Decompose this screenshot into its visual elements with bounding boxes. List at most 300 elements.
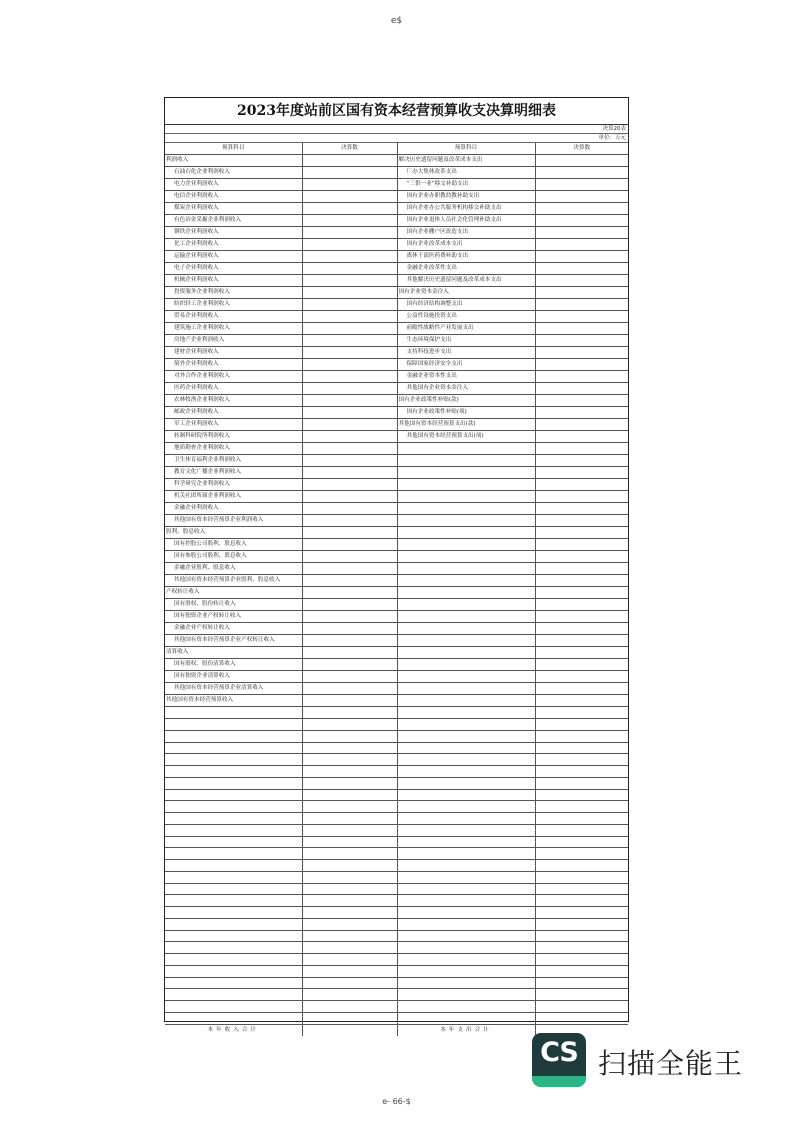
income-amount bbox=[302, 965, 397, 977]
income-amount bbox=[302, 515, 397, 527]
table-row bbox=[165, 977, 628, 989]
expense-item: 金融企业改革性支出 bbox=[397, 263, 535, 275]
income-amount bbox=[302, 730, 397, 742]
income-amount bbox=[302, 179, 397, 191]
table-row bbox=[165, 371, 628, 383]
expense-amount bbox=[535, 766, 628, 778]
table-row bbox=[165, 407, 628, 419]
expense-item bbox=[397, 719, 535, 731]
expense-amount bbox=[535, 575, 628, 587]
income-item: 钢铁企业利润收入 bbox=[165, 227, 302, 239]
income-item: 医药企业利润收入 bbox=[165, 383, 302, 395]
table-row bbox=[165, 895, 628, 907]
income-amount bbox=[302, 479, 397, 491]
income-item bbox=[165, 989, 302, 1001]
income-amount bbox=[302, 754, 397, 766]
expense-item bbox=[397, 742, 535, 754]
table-row bbox=[165, 954, 628, 966]
income-item: 其他国有资本经营预算企业利润收入 bbox=[165, 515, 302, 527]
expense-amount bbox=[535, 918, 628, 930]
income-amount bbox=[302, 155, 397, 167]
expense-amount bbox=[535, 551, 628, 563]
table-row bbox=[165, 587, 628, 599]
expense-item: 保障国家经济安全支出 bbox=[397, 359, 535, 371]
table-row bbox=[165, 1001, 628, 1013]
expense-amount bbox=[535, 275, 628, 287]
table-row bbox=[165, 503, 628, 515]
table-row bbox=[165, 848, 628, 860]
page-top-mark: e$ bbox=[390, 16, 403, 26]
expense-amount bbox=[535, 455, 628, 467]
income-item bbox=[165, 707, 302, 719]
header-income-amount: 决算数 bbox=[302, 143, 397, 155]
income-item bbox=[165, 907, 302, 919]
expense-item bbox=[397, 539, 535, 551]
header-income-item: 预算科目 bbox=[165, 143, 302, 155]
table-row bbox=[165, 599, 628, 611]
income-amount bbox=[302, 647, 397, 659]
table-row bbox=[165, 539, 628, 551]
income-amount bbox=[302, 407, 397, 419]
expense-item bbox=[397, 515, 535, 527]
expense-amount bbox=[535, 215, 628, 227]
income-item: 煤炭企业利润收入 bbox=[165, 203, 302, 215]
table-row bbox=[165, 383, 628, 395]
table-title: 2023年度站前区国有资本经营预算收支决算明细表 bbox=[165, 98, 628, 125]
income-item: 化工企业利润收入 bbox=[165, 239, 302, 251]
expense-item bbox=[397, 860, 535, 872]
expense-item bbox=[397, 575, 535, 587]
income-amount bbox=[302, 251, 397, 263]
expense-amount bbox=[535, 335, 628, 347]
expense-item bbox=[397, 659, 535, 671]
expense-item bbox=[397, 930, 535, 942]
income-amount bbox=[302, 431, 397, 443]
expense-amount bbox=[535, 191, 628, 203]
income-amount bbox=[302, 575, 397, 587]
income-item: 军工企业利润收入 bbox=[165, 419, 302, 431]
table-row bbox=[165, 563, 628, 575]
income-item: 其他国有资本经营预算收入 bbox=[165, 695, 302, 707]
page-footer-number: e- 66-$ bbox=[382, 1097, 411, 1106]
expense-amount bbox=[535, 167, 628, 179]
expense-item: 国有企业资本金注入 bbox=[397, 287, 535, 299]
expense-item: 厂办大集体改革支出 bbox=[397, 167, 535, 179]
income-item: 股利、股息收入 bbox=[165, 527, 302, 539]
expense-item bbox=[397, 754, 535, 766]
expense-item bbox=[397, 455, 535, 467]
income-item: 科学研究企业利润收入 bbox=[165, 479, 302, 491]
income-item bbox=[165, 719, 302, 731]
table-row bbox=[165, 918, 628, 930]
table-row bbox=[165, 455, 628, 467]
income-item: 地质勘查企业利润收入 bbox=[165, 443, 302, 455]
income-amount bbox=[302, 977, 397, 989]
table-row bbox=[165, 479, 628, 491]
income-item: 机关社团所属企业利润收入 bbox=[165, 491, 302, 503]
expense-item: 国有经济结构调整支出 bbox=[397, 299, 535, 311]
expense-item: 生态环境保护支出 bbox=[397, 335, 535, 347]
table-row bbox=[165, 683, 628, 695]
expense-item: 金融企业资本性支出 bbox=[397, 371, 535, 383]
table-row bbox=[165, 635, 628, 647]
total-income-label: 本年收入合计 bbox=[165, 1024, 302, 1036]
expense-amount bbox=[535, 419, 628, 431]
table-row bbox=[165, 659, 628, 671]
expense-amount bbox=[535, 323, 628, 335]
expense-amount bbox=[535, 1001, 628, 1013]
income-amount bbox=[302, 611, 397, 623]
watermark-app-name: 扫描全能王 bbox=[598, 1047, 744, 1080]
table-row bbox=[165, 719, 628, 731]
table-row bbox=[165, 515, 628, 527]
income-item: 利润收入 bbox=[165, 155, 302, 167]
expense-item bbox=[397, 611, 535, 623]
table-row bbox=[165, 527, 628, 539]
expense-item: 其他国有资本经营预算支出(项) bbox=[397, 431, 535, 443]
income-item: 金融企业利润收入 bbox=[165, 503, 302, 515]
expense-item bbox=[397, 479, 535, 491]
income-item: 其他国有资本经营预算企业股利、股息收入 bbox=[165, 575, 302, 587]
expense-item bbox=[397, 883, 535, 895]
income-item: 房地产企业利润收入 bbox=[165, 335, 302, 347]
expense-item bbox=[397, 563, 535, 575]
expense-item bbox=[397, 848, 535, 860]
income-amount bbox=[302, 203, 397, 215]
income-item: 其他国有资本经营预算企业产权转让收入 bbox=[165, 635, 302, 647]
expense-item bbox=[397, 836, 535, 848]
table-row bbox=[165, 860, 628, 872]
table-row bbox=[165, 347, 628, 359]
income-amount bbox=[302, 263, 397, 275]
table-row bbox=[165, 801, 628, 813]
table-row bbox=[165, 323, 628, 335]
expense-amount bbox=[535, 371, 628, 383]
expense-amount bbox=[535, 883, 628, 895]
income-item: 教育文化广播企业利润收入 bbox=[165, 467, 302, 479]
expense-item: 国有企业退休人员社会化管理补助支出 bbox=[397, 215, 535, 227]
expense-amount bbox=[535, 671, 628, 683]
table-row bbox=[165, 836, 628, 848]
income-amount bbox=[302, 371, 397, 383]
expense-amount bbox=[535, 719, 628, 731]
expense-amount bbox=[535, 251, 628, 263]
expense-amount bbox=[535, 479, 628, 491]
expense-amount bbox=[535, 789, 628, 801]
income-item bbox=[165, 836, 302, 848]
income-amount bbox=[302, 311, 397, 323]
income-item: 建筑施工企业利润收入 bbox=[165, 323, 302, 335]
income-amount bbox=[302, 813, 397, 825]
expense-item: 支持科技进步支出 bbox=[397, 347, 535, 359]
table-row bbox=[165, 611, 628, 623]
table-row bbox=[165, 942, 628, 954]
expense-amount bbox=[535, 907, 628, 919]
income-amount bbox=[302, 443, 397, 455]
income-amount bbox=[302, 719, 397, 731]
expense-amount bbox=[535, 491, 628, 503]
income-item bbox=[165, 742, 302, 754]
income-item bbox=[165, 871, 302, 883]
expense-amount bbox=[535, 431, 628, 443]
expense-amount bbox=[535, 611, 628, 623]
table-row bbox=[165, 431, 628, 443]
table-row bbox=[165, 671, 628, 683]
income-item: 对外合作企业利润收入 bbox=[165, 371, 302, 383]
expense-amount bbox=[535, 824, 628, 836]
income-amount bbox=[302, 623, 397, 635]
income-amount bbox=[302, 347, 397, 359]
header-expense-item: 预算科目 bbox=[397, 143, 535, 155]
income-amount bbox=[302, 659, 397, 671]
income-amount bbox=[302, 1001, 397, 1013]
expense-item bbox=[397, 766, 535, 778]
income-amount bbox=[302, 942, 397, 954]
income-item bbox=[165, 754, 302, 766]
income-amount bbox=[302, 455, 397, 467]
expense-item bbox=[397, 491, 535, 503]
table-row bbox=[165, 191, 628, 203]
expense-amount bbox=[535, 930, 628, 942]
expense-amount bbox=[535, 707, 628, 719]
income-amount bbox=[302, 299, 397, 311]
income-amount bbox=[302, 883, 397, 895]
table-row bbox=[165, 813, 628, 825]
expense-item bbox=[397, 977, 535, 989]
total-expense-label: 本年支出合计 bbox=[397, 1024, 535, 1036]
income-item: 金融企业产权转让收入 bbox=[165, 623, 302, 635]
income-amount bbox=[302, 587, 397, 599]
income-item bbox=[165, 930, 302, 942]
table-row bbox=[165, 311, 628, 323]
income-amount bbox=[302, 930, 397, 942]
expense-amount bbox=[535, 227, 628, 239]
income-item: 国有股权、股份清算收入 bbox=[165, 659, 302, 671]
header-expense-amount: 决算数 bbox=[535, 143, 628, 155]
expense-amount bbox=[535, 742, 628, 754]
table-row bbox=[165, 155, 628, 167]
table-row bbox=[165, 263, 628, 275]
income-item: 其他国有资本经营预算企业清算收入 bbox=[165, 683, 302, 695]
income-item bbox=[165, 918, 302, 930]
income-item bbox=[165, 813, 302, 825]
income-amount bbox=[302, 695, 397, 707]
expense-amount bbox=[535, 443, 628, 455]
expense-item bbox=[397, 942, 535, 954]
income-item bbox=[165, 789, 302, 801]
expense-amount bbox=[535, 155, 628, 167]
income-item: 卫生体育福利企业利润收入 bbox=[165, 455, 302, 467]
income-item: 国有独资企业产权转让收入 bbox=[165, 611, 302, 623]
income-amount bbox=[302, 871, 397, 883]
income-amount bbox=[302, 989, 397, 1001]
expense-item bbox=[397, 503, 535, 515]
table-row bbox=[165, 707, 628, 719]
expense-item bbox=[397, 989, 535, 1001]
table-row bbox=[165, 179, 628, 191]
expense-item: 国有企业办公共服务机构移交补助支出 bbox=[397, 203, 535, 215]
income-item bbox=[165, 777, 302, 789]
table-row bbox=[165, 742, 628, 754]
expense-amount bbox=[535, 503, 628, 515]
expense-item bbox=[397, 895, 535, 907]
expense-amount bbox=[535, 683, 628, 695]
expense-amount bbox=[535, 203, 628, 215]
table-row bbox=[165, 359, 628, 371]
income-amount bbox=[302, 895, 397, 907]
income-amount bbox=[302, 860, 397, 872]
income-amount bbox=[302, 491, 397, 503]
expense-amount bbox=[535, 287, 628, 299]
expense-amount bbox=[535, 263, 628, 275]
income-item: 电信企业利润收入 bbox=[165, 191, 302, 203]
table-row bbox=[165, 491, 628, 503]
expense-amount bbox=[535, 359, 628, 371]
income-item: 金融企业股利、股息收入 bbox=[165, 563, 302, 575]
expense-amount bbox=[535, 515, 628, 527]
expense-amount bbox=[535, 347, 628, 359]
expense-item bbox=[397, 635, 535, 647]
table-row bbox=[165, 766, 628, 778]
income-item bbox=[165, 895, 302, 907]
table-row bbox=[165, 335, 628, 347]
expense-item bbox=[397, 813, 535, 825]
income-amount bbox=[302, 671, 397, 683]
income-amount bbox=[302, 635, 397, 647]
income-item: 石油石化企业利润收入 bbox=[165, 167, 302, 179]
income-amount bbox=[302, 323, 397, 335]
table-row bbox=[165, 215, 628, 227]
income-amount bbox=[302, 683, 397, 695]
expense-amount bbox=[535, 659, 628, 671]
income-amount bbox=[302, 801, 397, 813]
expense-amount bbox=[535, 395, 628, 407]
income-amount bbox=[302, 503, 397, 515]
table-row bbox=[165, 730, 628, 742]
income-amount bbox=[302, 789, 397, 801]
table-row bbox=[165, 419, 628, 431]
income-amount bbox=[302, 359, 397, 371]
expense-item bbox=[397, 623, 535, 635]
table-row bbox=[165, 227, 628, 239]
unit-label: 单位：万元 bbox=[165, 134, 628, 143]
expense-amount bbox=[535, 801, 628, 813]
income-amount bbox=[302, 227, 397, 239]
income-amount bbox=[302, 395, 397, 407]
table-row bbox=[165, 203, 628, 215]
income-item bbox=[165, 1012, 302, 1024]
expense-amount bbox=[535, 467, 628, 479]
expense-amount bbox=[535, 754, 628, 766]
budget-table-sheet bbox=[164, 97, 629, 1033]
table-row bbox=[165, 575, 628, 587]
expense-item bbox=[397, 695, 535, 707]
table-row bbox=[165, 695, 628, 707]
expense-amount bbox=[535, 813, 628, 825]
income-item: 投资服务企业利润收入 bbox=[165, 287, 302, 299]
expense-item: 国有企业办职教幼教补助支出 bbox=[397, 191, 535, 203]
table-row bbox=[165, 239, 628, 251]
income-item: 运输企业利润收入 bbox=[165, 251, 302, 263]
expense-item: 公益性设施投资支出 bbox=[397, 311, 535, 323]
income-amount bbox=[302, 335, 397, 347]
expense-item bbox=[397, 824, 535, 836]
table-row bbox=[165, 287, 628, 299]
table-row bbox=[165, 551, 628, 563]
table-row bbox=[165, 167, 628, 179]
expense-amount bbox=[535, 311, 628, 323]
expense-item: 其他解决历史遗留问题及改革成本支出 bbox=[397, 275, 535, 287]
expense-amount bbox=[535, 299, 628, 311]
income-amount bbox=[302, 287, 397, 299]
expense-item: 国有企业政策性补贴(项) bbox=[397, 407, 535, 419]
income-item bbox=[165, 766, 302, 778]
expense-amount bbox=[535, 989, 628, 1001]
income-amount bbox=[302, 1012, 397, 1024]
expense-amount bbox=[535, 695, 628, 707]
income-item: 国有独资企业清算收入 bbox=[165, 671, 302, 683]
table-row bbox=[165, 299, 628, 311]
income-item: 贸易企业利润收入 bbox=[165, 311, 302, 323]
expense-item bbox=[397, 647, 535, 659]
expense-amount bbox=[535, 527, 628, 539]
expense-amount bbox=[535, 239, 628, 251]
expense-amount bbox=[535, 1012, 628, 1024]
income-amount bbox=[302, 954, 397, 966]
income-amount bbox=[302, 551, 397, 563]
expense-amount bbox=[535, 563, 628, 575]
income-amount bbox=[302, 191, 397, 203]
income-item: 产权转让收入 bbox=[165, 587, 302, 599]
expense-amount bbox=[535, 179, 628, 191]
expense-item: “三供一业”移交补助支出 bbox=[397, 179, 535, 191]
expense-item bbox=[397, 871, 535, 883]
income-item: 转制科研院所利润收入 bbox=[165, 431, 302, 443]
table-row bbox=[165, 754, 628, 766]
expense-item bbox=[397, 777, 535, 789]
income-item: 清算收入 bbox=[165, 647, 302, 659]
expense-item: 国有企业改革成本支出 bbox=[397, 239, 535, 251]
income-item bbox=[165, 860, 302, 872]
income-item bbox=[165, 824, 302, 836]
income-amount bbox=[302, 275, 397, 287]
camscanner-logo-icon: CS bbox=[532, 1033, 586, 1087]
table-row bbox=[165, 395, 628, 407]
expense-amount bbox=[535, 860, 628, 872]
income-item: 纺织轻工企业利润收入 bbox=[165, 299, 302, 311]
income-amount bbox=[302, 766, 397, 778]
total-income-amount bbox=[302, 1024, 397, 1036]
expense-item bbox=[397, 587, 535, 599]
income-item: 有色冶金采掘企业利润收入 bbox=[165, 215, 302, 227]
income-amount bbox=[302, 599, 397, 611]
income-item: 国有控股公司股利、股息收入 bbox=[165, 539, 302, 551]
table-row bbox=[165, 251, 628, 263]
income-item bbox=[165, 1001, 302, 1013]
expense-item: 国有企业棚户区改造支出 bbox=[397, 227, 535, 239]
income-amount bbox=[302, 742, 397, 754]
expense-item bbox=[397, 527, 535, 539]
expense-amount bbox=[535, 895, 628, 907]
expense-amount bbox=[535, 587, 628, 599]
expense-amount bbox=[535, 777, 628, 789]
table-row bbox=[165, 871, 628, 883]
expense-amount bbox=[535, 848, 628, 860]
income-amount bbox=[302, 383, 397, 395]
expense-item bbox=[397, 467, 535, 479]
expense-item bbox=[397, 1012, 535, 1024]
table-row bbox=[165, 443, 628, 455]
